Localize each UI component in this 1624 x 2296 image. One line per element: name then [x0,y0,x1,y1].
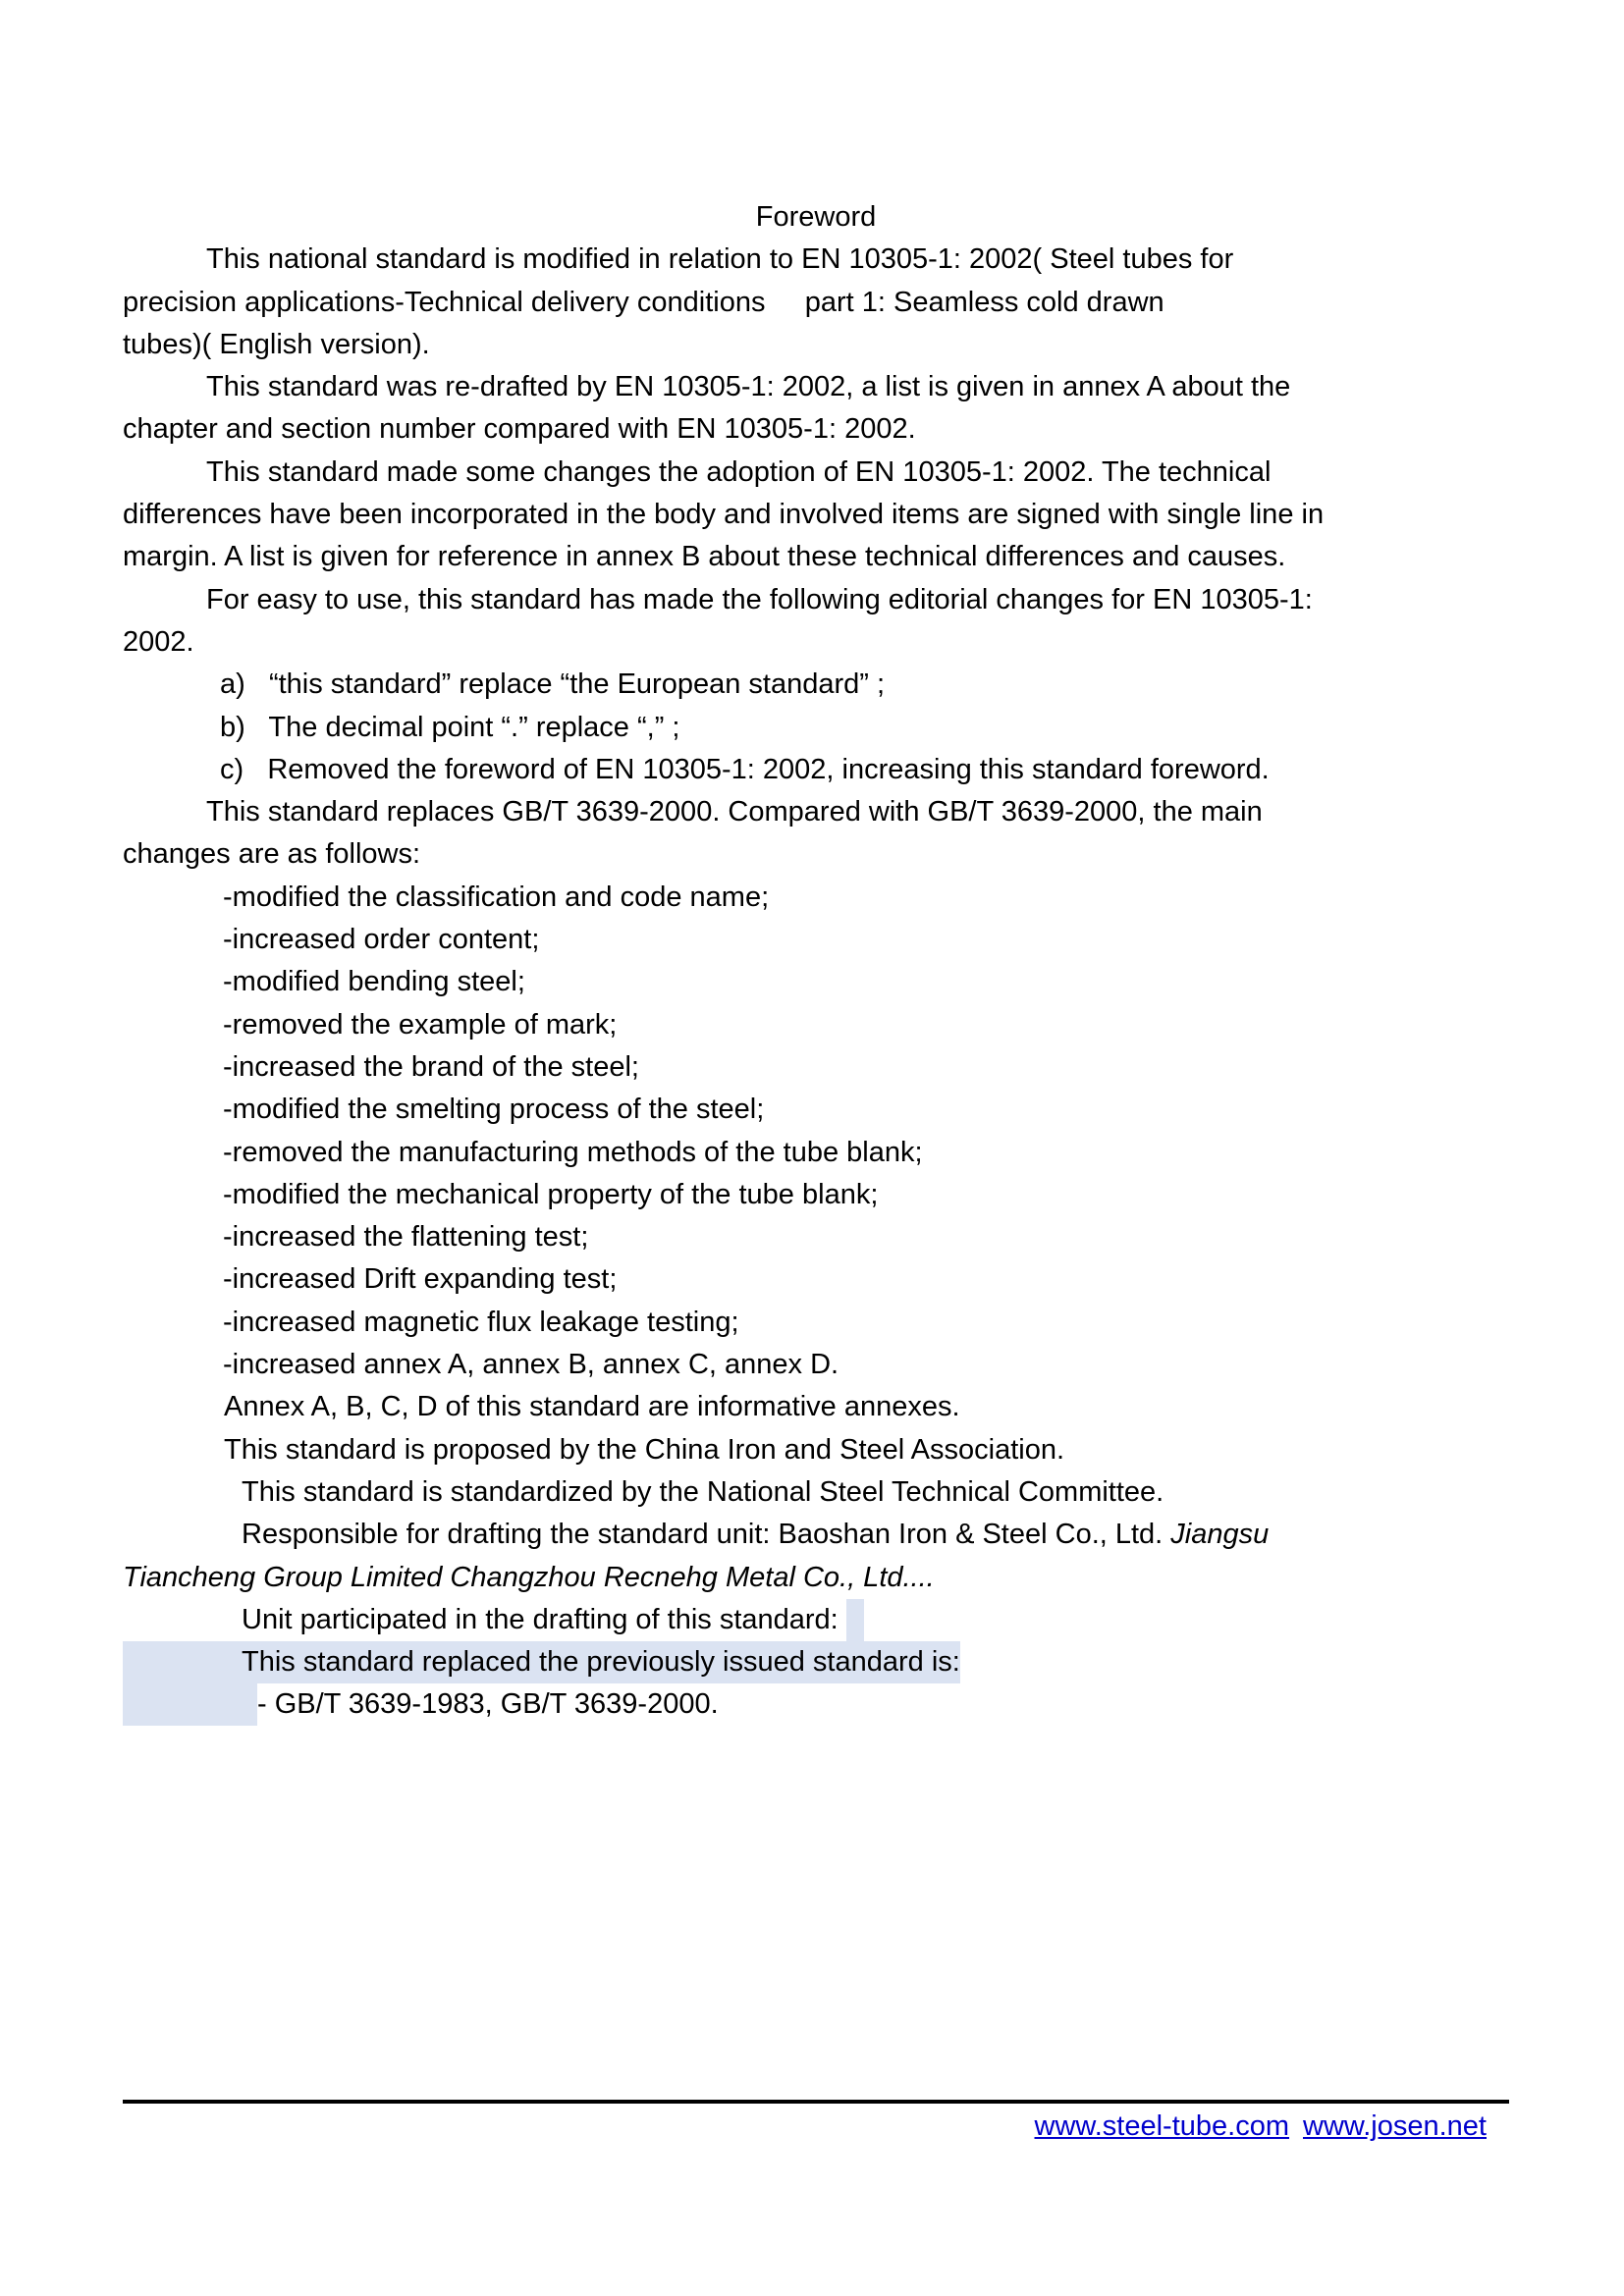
document-line [123,1174,1509,1216]
text-segment: margin. A list is given for reference in annex B about these technical differences and causes. [123,541,1286,573]
document-line [123,1471,1509,1514]
text-segment: -increased the flattening test; [223,1221,589,1254]
italic-text: Jiangsu [1170,1519,1270,1551]
document-line [123,1046,1509,1089]
document-line [123,452,1509,494]
document-line [123,833,1509,876]
text-segment: Annex A, B, C, D of this standard are informative annexes. [224,1391,960,1423]
text-segment: -modified bending steel; [223,966,525,998]
text-segment: For easy to use, this standard has made the following editorial changes for EN 10305-1: [206,583,1313,615]
document-line [123,408,1509,451]
document-line [123,579,1509,621]
text-segment: changes are as follows: [123,838,421,871]
document-line [123,494,1509,536]
document-line [123,961,1509,1003]
document-body [123,239,1509,1726]
document-line [123,1258,1509,1301]
document-line [123,877,1509,919]
document-line [123,1429,1509,1471]
footer-links [1035,2109,1488,2144]
text-segment: -removed the manufacturing methods of the tube blank; [223,1136,923,1168]
document-line [123,1641,1509,1683]
document-line [123,621,1509,664]
document-line [123,239,1509,281]
text-segment: precision applications-Technical delivery conditions part 1: Seamless cold drawn [123,286,1164,318]
document-line [123,707,1509,749]
document-line [123,1514,1509,1556]
text-segment: b) The decimal point “.” replace “,” ; [220,711,680,743]
text-segment: chapter and section number compared with EN 10305-1: 2002. [123,413,916,446]
document-line [123,1557,1509,1599]
text-segment: - GB/T 3639-1983, GB/T 3639-2000. [257,1688,719,1721]
footer-divider [123,2100,1509,2104]
document-line [123,366,1509,408]
document-line [123,1089,1509,1131]
text-segment: differences have been incorporated in the body and involved items are signed with single line in [123,499,1325,531]
text-segment: a) “this standard” replace “the European standard” ; [220,668,886,701]
text-segment: This standard is standardized by the National Steel Technical Committee. [242,1475,1164,1508]
footer-link-steel-tube[interactable]: www.steel-tube.com [1034,2110,1289,2142]
document-line [123,536,1509,578]
document-line [123,1386,1509,1428]
document-line [123,282,1509,324]
document-line [123,664,1509,706]
document-line [123,791,1509,833]
document-line [123,1599,1509,1641]
text-segment: -increased magnetic flux leakage testing; [223,1306,739,1338]
text-segment: c) Removed the foreword of EN 10305-1: 2002, increasing this standard foreword. [220,753,1270,785]
document-line [123,1004,1509,1046]
document-line [123,1344,1509,1386]
text-segment: This standard was re-drafted by EN 10305-1: 2002, a list is given in annex A about the [206,371,1291,403]
highlight-block [846,1599,864,1641]
document-line [123,1302,1509,1344]
text-segment: tubes)( English version). [123,328,430,360]
text-segment: This standard replaced the previously issued standard is: [242,1646,960,1679]
text-segment: 2002. [123,625,194,658]
text-segment: -modified the mechanical property of the tube blank; [223,1178,879,1210]
text-segment: Responsible for drafting the standard unit: Baoshan Iron & Steel Co., Ltd. [242,1519,1171,1551]
page-title: Foreword [755,201,877,233]
document-line [123,749,1509,791]
text-segment: -increased annex A, annex B, annex C, annex D. [223,1349,839,1381]
document-line [123,1216,1509,1258]
document-line [123,1132,1509,1174]
text-segment: -removed the example of mark; [223,1008,618,1041]
text-segment: This standard made some changes the adoption of EN 10305-1: 2002. The technical [206,455,1272,488]
document-line [123,919,1509,961]
italic-text: Tiancheng Group Limited Changzhou Recnehg Metal Co., Ltd.... [123,1561,935,1593]
document-line [123,1683,1509,1726]
text-segment: -increased the brand of the steel; [223,1050,639,1083]
text-segment: -modified the smelting process of the steel; [223,1094,765,1126]
text-segment: -increased order content; [223,924,540,956]
text-segment: This standard is proposed by the China Iron and Steel Association. [224,1433,1065,1466]
highlighted-text [123,1641,960,1683]
footer-link-josen[interactable]: www.josen.net [1303,2110,1487,2142]
document-line [123,324,1509,366]
text-segment: Unit participated in the drafting of this standard: [242,1603,846,1635]
text-segment: -increased Drift expanding test; [223,1263,618,1296]
text-segment: This standard replaces GB/T 3639-2000. Compared with GB/T 3639-2000, the main [206,796,1263,828]
document-content [123,196,1509,1727]
highlight-block [123,1683,257,1726]
text-segment: -modified the classification and code name; [223,881,770,913]
text-segment: This national standard is modified in relation to EN 10305-1: 2002( Steel tubes for [206,243,1234,276]
